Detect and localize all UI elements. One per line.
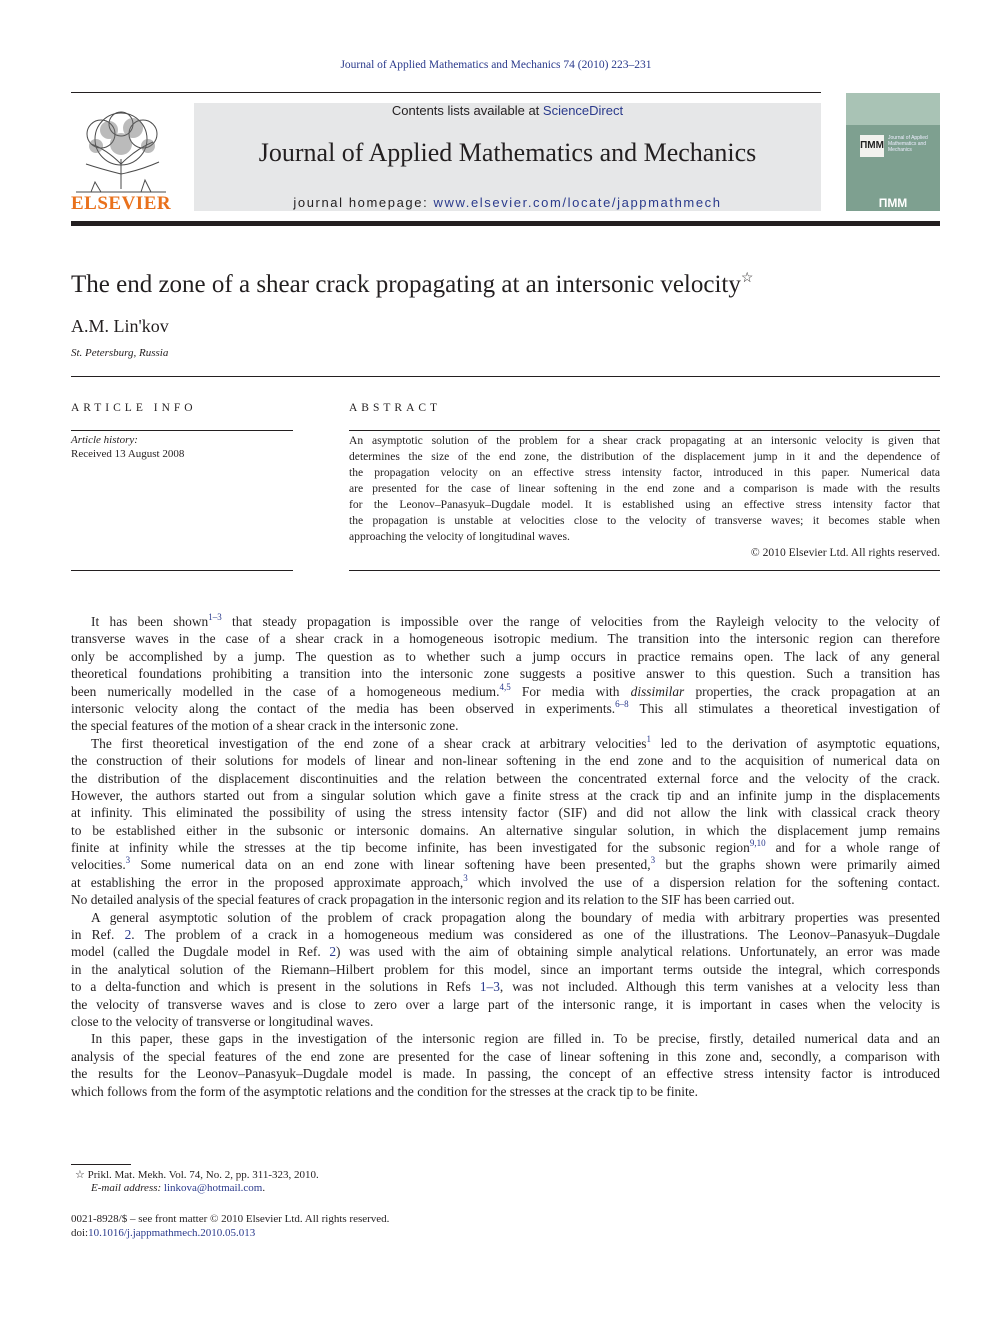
email-label: E-mail address: [91, 1182, 164, 1194]
body-line: the special features of the motion of a shear crack in the intersonic zone. [71, 718, 459, 734]
homepage-line [194, 195, 821, 210]
body-line: analysis of the special features of the end zone are presented for the case of linear softening in this zone and, secondly, a comparison with [71, 1048, 940, 1064]
footnote-rule [71, 1164, 131, 1165]
masthead-thick-rule [71, 221, 940, 226]
abstract-rule-bottom [349, 570, 940, 571]
text-run: ) was used with the aim of obtaining simple analytical relations. Unfortunately, an error was made [336, 944, 940, 960]
body-line: at infinity. This eliminated the possibility of using the stress intensity factor (SIF) and did not allow the link with classical crack theory [71, 805, 940, 821]
body-line [71, 839, 940, 856]
reference-link[interactable]: 3 [650, 856, 656, 866]
body-line: transverse waves in the case of a shear crack in a homogeneous isotropic medium. The transition into the intersonic region can therefore [71, 631, 940, 647]
body-line: No detailed analysis of the special features of crack propagation in the intersonic region and its relation to the SIF has been carried out. [71, 892, 795, 908]
reference-link[interactable]: 3 [125, 856, 131, 866]
abstract-line: for the Leonov–Panasyuk–Dugdale model. It is established using an effective stress intensity factor that [349, 498, 940, 511]
body-line [71, 735, 940, 752]
journal-citation[interactable]: Journal of Applied Mathematics and Mechanics 74 (2010) 223–231 [340, 59, 652, 71]
body-text [71, 613, 940, 1100]
article-title-text: The end zone of a shear crack propagating at an intersonic velocity [71, 271, 741, 298]
text-run: model (called the Dugdale model in Ref. [71, 944, 330, 960]
reference-link[interactable]: 1 [646, 734, 652, 744]
body-line: in the analytical solution of the Riemann–Hilbert problem for this model, since an important terms outside the integral, which corresponds [71, 961, 940, 977]
text-run: to a delta-function and which is present in the solutions in Refs [71, 979, 480, 995]
body-line [71, 613, 940, 630]
text-run: in Ref. [71, 927, 125, 943]
cover-footer: ПММ [878, 196, 908, 210]
abstract-rule-top [349, 430, 940, 431]
cover-top-band [846, 93, 940, 125]
footer-issn: 0021-8928/$ – see front matter © 2010 Elsevier Ltd. All rights reserved. [71, 1213, 390, 1225]
body-line [71, 856, 940, 873]
abstract-line: An asymptotic solution of the problem for a shear crack propagating at an intersonic velocity is given that [349, 434, 940, 447]
text-run: and for a whole range of [765, 840, 940, 856]
body-line: close to the velocity of transverse or longitudinal waves. [71, 1013, 374, 1029]
reference-link[interactable]: 2 [329, 944, 337, 960]
body-line: which follows from the form of the asymptotic relations and the condition for the stresses at the crack tip to be finite. [71, 1083, 698, 1099]
abstract-heading: ABSTRACT [349, 402, 442, 414]
contents-prefix: Contents lists available at [391, 103, 543, 118]
article-info-heading: ARTICLE INFO [71, 402, 197, 414]
body-line: the distribution of the displacement discontinuities and the relation between the concentrated external force and the velocity of the crack. [71, 770, 940, 786]
abstract-line: the propagation velocity on an effective stress intensity factor, introduced in this paper. Numerical data [349, 466, 940, 479]
text-run: intersonic velocity along the contact of the media has been observed in experiments. [71, 700, 616, 716]
body-line [71, 978, 940, 995]
body-line [71, 926, 940, 943]
body-line: only be accomplished by a jump. The question as to whether such a jump occurs in practice remains open. The lack of any general [71, 648, 940, 664]
body-line [71, 683, 940, 700]
cover-title: ПММ [860, 135, 884, 157]
email-link[interactable]: linkova@hotmail.com [163, 1182, 263, 1194]
doi-prefix: doi: [71, 1227, 89, 1239]
body-line [71, 700, 940, 717]
text-run: that steady propagation is impossible over the range of velocities from the Rayleigh velocity to the velocity of [221, 614, 940, 629]
body-line: In this paper, these gaps in the investigation of the intersonic region are filled in. To be precise, firstly, detailed numerical data and an [91, 1031, 940, 1047]
author-name: A.M. Lin'kov [71, 316, 169, 336]
text-run: been numerically modelled in the case of a homogeneous medium. [71, 683, 500, 699]
reference-link[interactable]: 1–3 [208, 613, 222, 622]
reference-link[interactable]: 4,5 [499, 682, 511, 692]
emphasis: dissimilar [630, 683, 685, 699]
abstract-copyright: © 2010 Elsevier Ltd. All rights reserved. [750, 546, 940, 559]
title-rule [71, 376, 940, 377]
reference-link[interactable]: 9,10 [749, 839, 766, 849]
body-line: However, the authors started out from a singular solution which gave a finite stress at the crack tip and an infinite jump in the displacements [71, 787, 940, 803]
text-run: This all stimulates a theoretical investigation of [628, 700, 940, 716]
article-history-label: Article history: [71, 434, 138, 446]
text-run: finite at infinity while the stresses at the tip become infinite, has been investigated for the subsonic region [71, 840, 750, 856]
info-rule-top [71, 430, 293, 431]
text-run: It has been shown [91, 614, 209, 629]
author-affiliation: St. Petersburg, Russia [71, 347, 169, 359]
received-date: Received 13 August 2008 [71, 448, 185, 460]
body-line: theoretical foundations prohibiting a transition into the intersonic zone suggests a positive answer to this question. Such a transition has [71, 666, 940, 682]
doi-link[interactable]: 10.1016/j.jappmathmech.2010.05.013 [88, 1227, 256, 1239]
abstract-line: are presented for the case of linear softening in the end zone and a comparison is made with the results [349, 482, 940, 495]
text-run: The first theoretical investigation of the end zone of a shear crack at arbitrary velocities [91, 735, 647, 751]
reference-link[interactable]: 6–8 [615, 699, 629, 709]
abstract-line: the propagation is unstable at velocities close to the velocity of transverse waves; it becomes stable when [349, 514, 940, 527]
body-line [71, 874, 940, 891]
reference-link[interactable]: 1–3 [479, 979, 500, 995]
body-line: the construction of their solutions for models of linear and non-linear softening in the end zone and to the acquisition of numerical data on [71, 753, 940, 769]
body-line: the velocity of transverse waves and is close to zero over a large part of the intersonic range, it is important in cases when the velocity is [71, 996, 940, 1012]
text-run: properties, the crack propagation at an [684, 683, 940, 699]
info-rule-bottom [71, 570, 293, 571]
contents-line [194, 103, 821, 118]
journal-title: Journal of Applied Mathematics and Mechanics [258, 138, 757, 167]
body-line: A general asymptotic solution of the problem of crack propagation along the boundary of media with arbitrary properties was presented [91, 909, 940, 925]
footnote-email [91, 1182, 265, 1194]
text-run: . The problem of a crack in a homogeneous medium was considered as one of the illustrations. The Leonov–Panasyuk–Dugdale [131, 927, 940, 943]
footnote-mark: ☆ [75, 1169, 85, 1181]
homepage-prefix: journal homepage: [293, 195, 434, 210]
article-title [71, 270, 753, 299]
body-line [71, 943, 940, 960]
homepage-link[interactable]: www.elsevier.com/locate/jappmathmech [433, 195, 722, 210]
abstract-line: determines the size of the end zone, the distribution of the displacement jump in it and the dependence of [349, 450, 940, 463]
text-run: at establishing the error in the proposed approximate approach, [71, 874, 464, 890]
footnote-text: Prikl. Mat. Mekh. Vol. 74, No. 2, pp. 311-323, 2010. [84, 1169, 319, 1181]
sciencedirect-link[interactable]: ScienceDirect [542, 103, 624, 118]
text-run: but the graphs shown were primarily aimed [655, 857, 940, 873]
title-footnote-mark[interactable]: ☆ [740, 271, 754, 286]
abstract-text [349, 433, 940, 545]
email-end: . [262, 1182, 266, 1194]
journal-cover-thumbnail[interactable] [846, 93, 940, 211]
masthead-rule [71, 92, 821, 93]
reference-link[interactable]: 3 [463, 873, 468, 883]
text-run: Some numerical data on an end zone with linear softening have been presented, [130, 857, 651, 873]
publisher-wordmark: ELSEVIER [71, 193, 172, 214]
text-run: which involved the use of a dispersion relation for the softening contact. [467, 874, 940, 890]
cover-subtitle: Journal of Applied Mathematics and Mechanics [888, 135, 928, 153]
text-run: For media with [510, 683, 631, 699]
text-run: velocities. [71, 857, 126, 873]
footer-doi [71, 1227, 255, 1239]
abstract-line: approaching the velocity of longitudinal waves. [349, 530, 570, 543]
text-run: led to the derivation of asymptotic equations, [651, 735, 940, 751]
body-line: to be established either in the subsonic or intersonic domains. An alternative singular solution, in which the displacement jump remains [71, 822, 940, 838]
text-run: , was not included. Although this term vanishes at a velocity less than [499, 979, 940, 995]
footnote-citation [75, 1168, 319, 1181]
reference-link[interactable]: 2 [124, 927, 132, 943]
body-line: the results for the Leonov–Panasyuk–Dugdale model is made. In passing, the concept of an effective stress intensity factor is introduced [71, 1066, 940, 1082]
